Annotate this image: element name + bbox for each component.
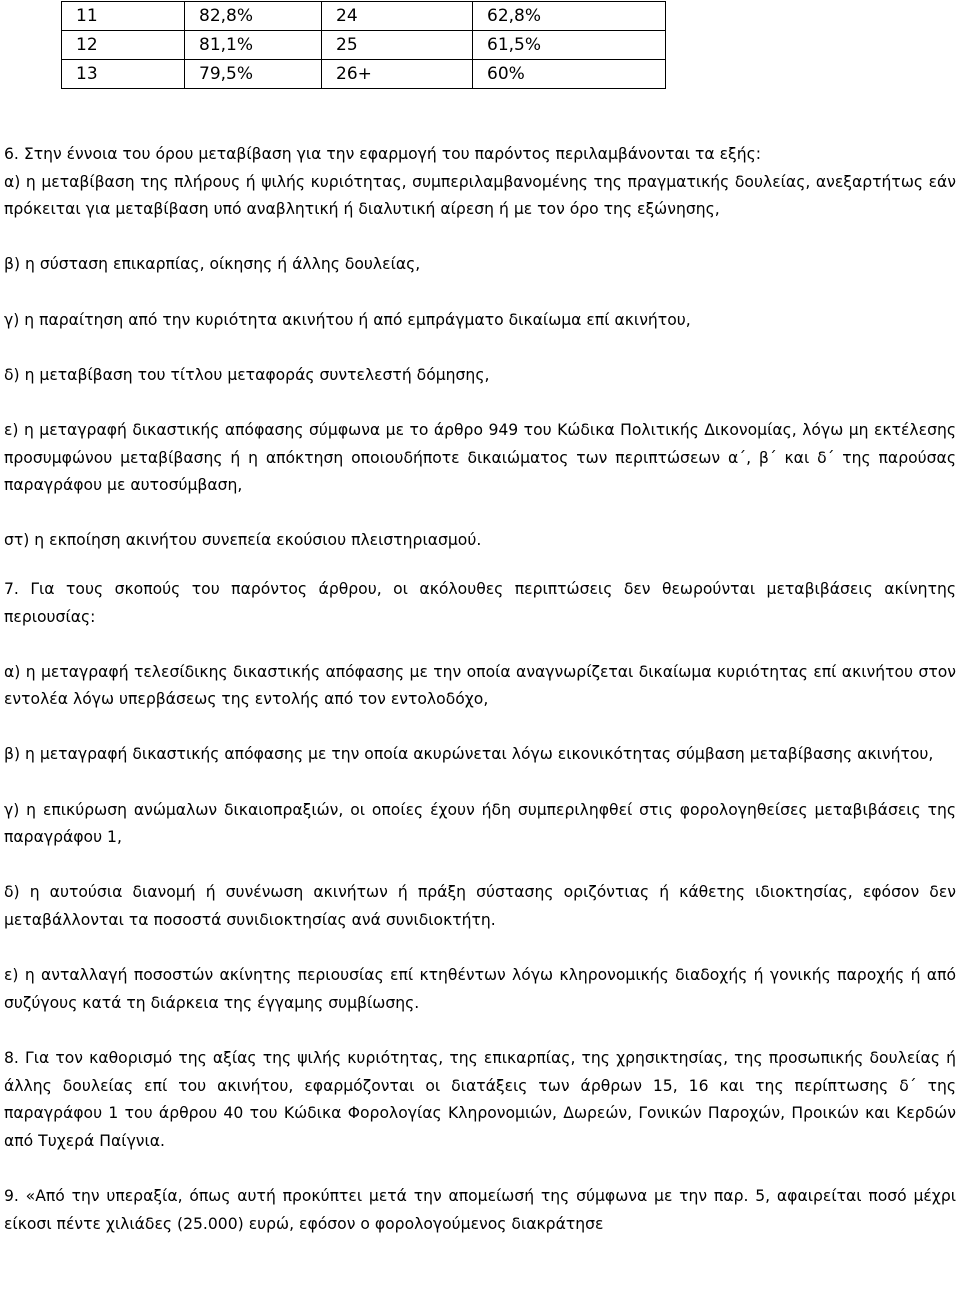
table-cell: 24 [322,2,473,31]
table-row [62,31,666,60]
paragraph: β) η σύσταση επικαρπίας, οίκησης ή άλλης δουλείας, [4,255,421,274]
table-cell: 61,5% [473,31,666,60]
paragraph: δ) η αυτούσια διανομή ή συνένωση ακινήτων ή πράξη σύστασης οριζόντιας ή κάθετης ιδιοκτησίας, εφόσον δεν μεταβάλλονται τα ποσοστά συνιδιοκτησίας ανά συνιδιοκτήτη. [4,883,956,930]
table-cell: 60% [473,60,666,89]
paragraph: γ) η παραίτηση από την κυριότητα ακινήτου ή από εμπράγματο δικαίωμα επί ακινήτου, [4,310,691,329]
paragraph: ε) η ανταλλαγή ποσοστών ακίνητης περιουσίας επί κτηθέντων λόγω κληρονομικής διαδοχής ή γονικής παροχής ή από συζύγους κατά τη διάρκεια της έγγαμης συμβίωσης. [4,966,956,1012]
rates-table [61,1,666,89]
paragraph: α) η μεταβίβαση της πλήρους ή ψιλής κυριότητας, συμπεριλαμβανομένης της πραγματικής δουλείας, ανεξαρτήτως εάν πρόκειται για μεταβίβαση υπό αναβλητική ή διαλυτική αίρεση ή με τον όρο της εξώνησης, [4,172,956,219]
paragraph: γ) η επικύρωση ανώμαλων δικαιοπραξιών, οι οποίες έχουν ήδη συμπεριληφθεί στις φορολογηθείσες μεταβιβάσεις της παραγράφου 1, [4,800,956,847]
table-cell: 11 [62,2,185,31]
table-cell: 79,5% [185,60,322,89]
table-row [62,60,666,89]
table-cell: 13 [62,60,185,89]
table-cell: 82,8% [185,2,322,31]
table-cell: 26+ [322,60,473,89]
table-cell: 25 [322,31,473,60]
rates-table-body [62,2,666,89]
table-row [62,2,666,31]
paragraph: β) η μεταγραφή δικαστικής απόφασης με την οποία ακυρώνεται λόγω εικονικότητας σύμβαση μεταβίβασης ακινήτου, [4,745,934,764]
document-text [4,141,956,1266]
paragraph: ε) η μεταγραφή δικαστικής απόφασης σύμφωνα με το άρθρο 949 του Κώδικα Πολιτικής Δικονομίας, λόγω μη εκτέλεσης προσυμφώνου μεταβίβασης ή η απόκτηση οποιουδήποτε δικαιώματος των περιπτώσεων α΄, β΄ και δ΄ της παρούσας παραγράφου με αυτοσύμβαση, [4,420,956,495]
table-cell: 62,8% [473,2,666,31]
table-cell: 81,1% [185,31,322,60]
paragraph: δ) η μεταβίβαση του τίτλου μεταφοράς συντελεστή δόμησης, [4,365,490,384]
paragraph: 6. Στην έννοια του όρου μεταβίβαση για την εφαρμογή του παρόντος περιλαμβάνονται τα εξής: [4,145,762,163]
paragraph: στ) η εκποίηση ακινήτου συνεπεία εκούσιου πλειστηριασμού. [4,531,482,550]
table-cell: 12 [62,31,185,60]
paragraph: 9. «Από την υπεραξία, όπως αυτή προκύπτει μετά την απομείωσή της σύμφωνα με την παρ. 5, αφαιρείται ποσό μέχρι είκοσι πέντε χιλιάδες (25.000) ευρώ, εφόσον ο φορολογούμενος διακράτησε [4,1186,956,1233]
paragraph: 7. Για τους σκοπούς του παρόντος άρθρου, οι ακόλουθες περιπτώσεις δεν θεωρούνται μεταβιβάσεις ακίνητης περιουσίας: [4,579,956,626]
paragraph: α) η μεταγραφή τελεσίδικης δικαστικής απόφασης με την οποία αναγνωρίζεται δικαίωμα κυριότητας επί ακινήτου στον εντολέα λόγω υπερβάσεως της εντολής από τον εντολοδόχο, [4,662,956,709]
paragraph: 8. Για τον καθορισμό της αξίας της ψιλής κυριότητας, της επικαρπίας, της χρησικτησίας, της προσωπικής δουλείας ή άλλης δουλείας επί του ακινήτου, εφαρμόζονται οι διατάξεις των άρθρων 15, 16 και της περίπτωσης δ΄ της παραγράφου 1 του άρθρου 40 του Κώδικα Φορολογίας Κληρονομιών, Δωρεών, Γονικών Παροχών, Προικών και Κερδών από Τυχερά Παίγνια. [4,1049,956,1150]
